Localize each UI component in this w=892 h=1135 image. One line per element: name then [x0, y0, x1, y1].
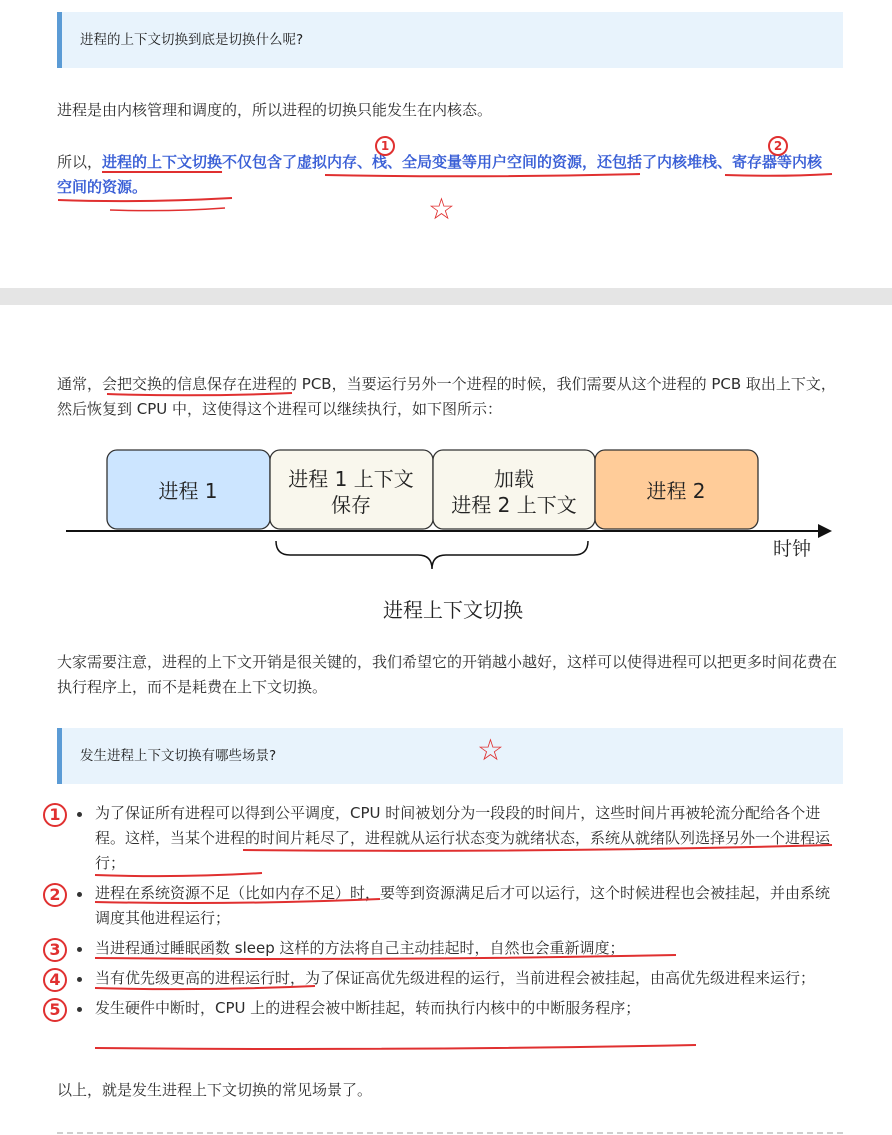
handwritten-underlines [0, 0, 892, 288]
handwritten-underlines-page2 [0, 305, 892, 1135]
brace-label: 进程上下文切换 [383, 598, 523, 622]
paragraph-conclusion: 以上，就是发生进程上下文切换的常见场景了。 [57, 1081, 373, 1099]
callout-text: 进程的上下文切换到底是切换什么呢? [80, 32, 304, 48]
box1-label: 进程 1 [158, 479, 218, 503]
box2-label-line2: 保存 [331, 493, 371, 517]
axis-label: 时钟 [772, 538, 812, 560]
annotation-number: 5 [43, 998, 67, 1022]
box2-label-line1: 进程 1 上下文 [288, 467, 414, 491]
list-item-text: 当有优先级更高的进程运行时，为了保证高优先级进程的运行，当前进程会被挂起，由高优先级进程来运行； [95, 969, 816, 987]
page-2 [0, 305, 892, 1135]
box3-label-line1: 加载 [494, 467, 534, 491]
annotation-number: 1 [43, 803, 67, 827]
annotation-number: 3 [43, 938, 67, 962]
list-item-text: 发生硬件中断时，CPU 上的进程会被中断挂起，转而执行内核中的中断服务程序； [95, 999, 641, 1017]
annotation-circle-1: 1 [375, 136, 395, 156]
list-item-text: 进程在系统资源不足（比如内存不足）时，要等到资源满足后才可以运行，这个时候进程也会被挂起，并由系统调度其他进程运行； [95, 884, 831, 927]
callout-text: 发生进程上下文切换有哪些场景? [80, 748, 277, 764]
box4-label: 进程 2 [646, 479, 706, 503]
annotation-star-icon: ☆ [477, 733, 504, 768]
annotation-star-icon: ☆ [428, 192, 455, 227]
highlight-context-switch: 进程的上下文切换 [102, 153, 223, 171]
list-item-text: 当进程通过睡眠函数 sleep 这样的方法将自己主动挂起时，自然也会重新调度； [95, 939, 625, 957]
paragraph-overhead: 大家需要注意，进程的上下文开销是很关键的，我们希望它的开销越小越好，这样可以使得进程可以把更多时间花费在执行程序上，而不是耗费在上下文切换。 [57, 653, 838, 696]
annotation-number: 2 [43, 883, 67, 907]
box3-label-line2: 进程 2 上下文 [451, 493, 577, 517]
page-1 [0, 0, 892, 288]
paragraph-pcb: 通常，会把交换的信息保存在进程的 PCB，当要运行另外一个进程的时候，我们需要从这个进程的 PCB 取出上下文，然后恢复到 CPU 中，这使得这个进程可以继续执行，如下图所示： [57, 375, 836, 418]
highlight-resources: 不仅包含了虚拟内存、栈、全局变量等用户空间的资源，还包括了内核堆栈、寄存器等内核空间的资源。 [57, 153, 823, 196]
para-prefix: 所以， [57, 153, 103, 171]
paragraph-kernel-mode: 进程是由内核管理和调度的，所以进程的切换只能发生在内核态。 [57, 101, 493, 119]
list-item-text: 为了保证所有进程可以得到公平调度，CPU 时间被划分为一段段的时间片，这些时间片再被轮流分配给各个进程。这样，当某个进程的时间片耗尽了，进程就从运行状态变为就绪状态，系统从就绪队列选择另外一个进程运行； [95, 804, 831, 872]
divider [57, 1132, 843, 1134]
annotation-circle-2: 2 [768, 136, 788, 156]
annotation-number: 4 [43, 968, 67, 992]
